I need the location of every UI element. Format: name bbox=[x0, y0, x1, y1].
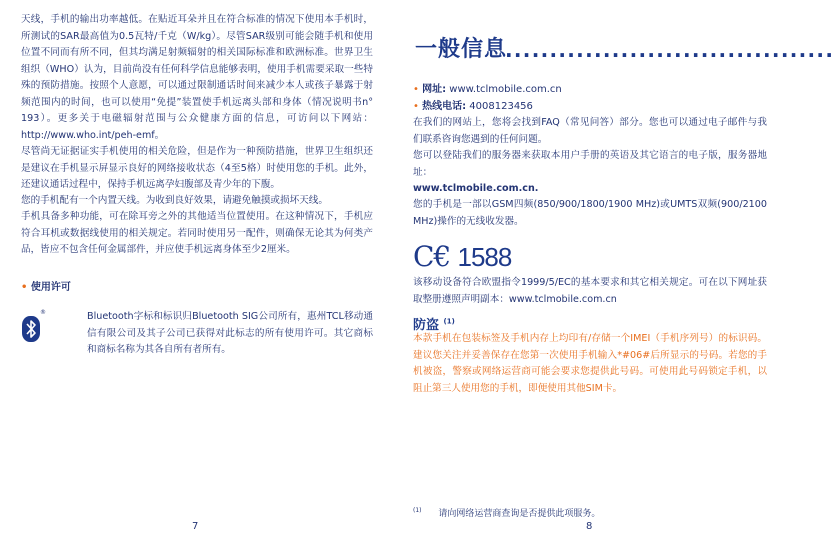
ce-mark-icon bbox=[413, 240, 511, 273]
manual-paragraph: 您可以登陆我们的服务器来获取本用户手册的英语及其它语言的电子版，服务器地址： bbox=[413, 150, 767, 178]
faq-paragraph: 在我们的网站上，您将会找到FAQ（常见问答）部分。您也可以通过电子邮件与我们联系咨询您遇到的任何问题。 bbox=[413, 117, 767, 145]
ce-number: 1588 bbox=[457, 242, 512, 272]
ce-paragraph: 该移动设备符合欧盟指令1999/5/EC的基本要求和其它相关规定。可在以下网址获取整册遵照声明副本：www.tclmobile.com.cn bbox=[413, 277, 767, 305]
footnote bbox=[413, 506, 600, 519]
sar-paragraph: 天线，手机的输出功率越低。在贴近耳朵并且在符合标准的情况下使用本手机时，所测试的SAR最高值为0.5瓦特/千克（W/kg）。尽管SAR级别可能会随手机和使用位置不同而有所不同，但其均满足射频辐射的相关国际标准和欧洲标准。世界卫生组织（WHO）认为，目前尚没有任何科学信息能够表明，使用手机需要采取一些特殊的预防措施。按照个人意愿，可以通过限制通话时间来减少本人或孩子暴露于射频范围内的时间，也可以使用“免提”装置使手机远离头部和身体（情况说明书n° 193）。更多关于电磁辐射范围与公众健康方面的信息，可访问以下网站：http://www.who.int/peh-emf。 bbox=[21, 14, 373, 141]
hotline-line bbox=[413, 97, 533, 112]
license-heading-text: 使用许可 bbox=[30, 282, 71, 293]
bands-paragraph: 您的手机是一部以GSM四频(850/900/1800/1900 MHz)或UMTS双频(900/2100 MHz)操作的无线收发器。 bbox=[413, 199, 767, 227]
server-address: www.tclmobile.com.cn. bbox=[413, 183, 539, 194]
hotline-label: 热线电话: bbox=[422, 101, 467, 112]
theft-title-text: 防盗 bbox=[413, 318, 440, 333]
bluetooth-paragraph: Bluetooth字标和标识归Bluetooth SIG公司所有，惠州TCL移动通信有限公司及其子公司已获得对此标志的所有使用许可。其它商标和商标名称为其各自所有者所有。 bbox=[87, 311, 373, 355]
bullet-icon: • bbox=[21, 282, 28, 293]
website-line bbox=[413, 80, 562, 95]
website-label: 网址: bbox=[422, 84, 447, 95]
ce-logo-icon: C€ bbox=[413, 240, 451, 273]
page-title: 一般信息 bbox=[415, 37, 508, 62]
left-page bbox=[0, 0, 393, 559]
bullet-icon: • bbox=[413, 84, 419, 95]
theft-paragraph: 本款手机在包装标签及手机内存上均印有/存储一个IMEI（手机序列号）的标识码。建议您关注并妥善保存在您第一次使用手机输入*#06#后所显示的号码。若您的手机被盗，警察或网络运营商可能会要求您提供此号码。可使用此号码锁定手机，以阻止第三人使用您的手机，即便使用其他SIM卡。 bbox=[413, 333, 767, 394]
footnote-text: 请向网络运营商查询是否提供此项服务。 bbox=[438, 509, 601, 519]
bluetooth-icon bbox=[22, 316, 40, 342]
page-number-left: 7 bbox=[192, 521, 199, 532]
footnote-ref: (1) bbox=[413, 507, 422, 514]
accessory-paragraph: 手机具备多种功能，可在除耳旁之外的其他适当位置使用。在这种情况下，手机应符合耳机或数据线使用的相关规定。若同时使用另一配件，则确保无论其为何类产品，皆应不包含任何金属部件，并应使手机远离身体至少2厘米。 bbox=[21, 211, 373, 255]
antenna-paragraph: 您的手机配有一个内置天线。为收到良好效果，请避免触摸或损坏天线。 bbox=[21, 195, 328, 206]
page-number-right: 8 bbox=[586, 521, 593, 532]
title-leader: ..................................... bbox=[505, 38, 834, 62]
hotline-value: 4008123456 bbox=[469, 101, 533, 112]
license-heading bbox=[21, 278, 71, 293]
who-paragraph: 尽管尚无证据证实手机使用的相关危险，但是作为一种预防措施，世界卫生组织还是建议在手机显示屏显示良好的网络接收状态（4至5格）时使用您的手机。此外，还建议通话过程中，保持手机远离孕妇腹部及青少年的下腹。 bbox=[21, 146, 373, 190]
website-value: www.tclmobile.com.cn bbox=[449, 84, 562, 95]
theft-note-ref: (1) bbox=[443, 317, 455, 326]
registered-mark: ® bbox=[40, 309, 46, 316]
bullet-icon: • bbox=[413, 101, 419, 112]
